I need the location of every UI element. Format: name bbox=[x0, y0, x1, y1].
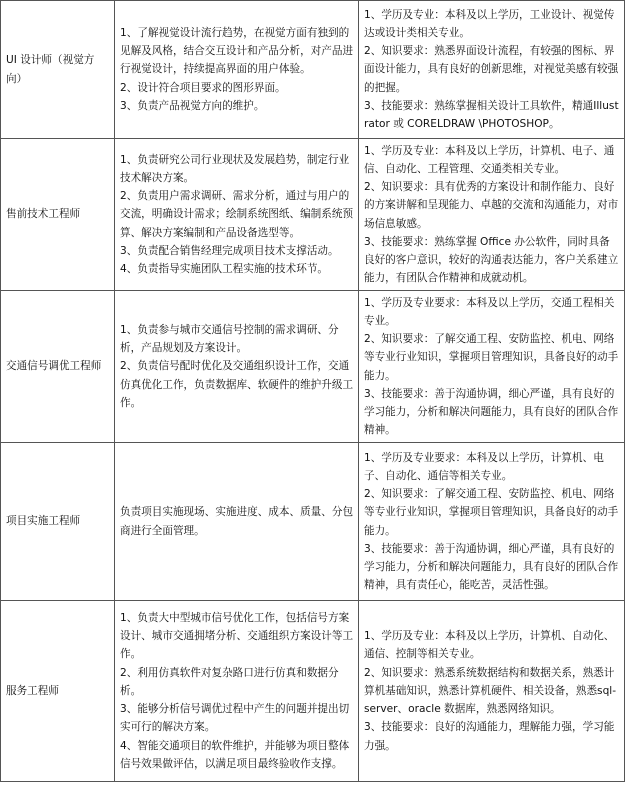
job-title: UI 设计师（视觉方向） bbox=[1, 1, 115, 139]
responsibilities-cell bbox=[115, 139, 359, 291]
job-title: 服务工程师 bbox=[1, 601, 115, 782]
responsibility-item: 4、负责指导实施团队工程实施的技术环节。 bbox=[120, 263, 329, 275]
requirement-item: 1、学历及专业：本科及以上学历，工业设计、视觉传达或设计类相关专业。 bbox=[364, 8, 615, 39]
job-title: 项目实施工程师 bbox=[1, 443, 115, 601]
requirement-item: 2、知识要求：了解交通工程、安防监控、机电、网络等专业行业知识，掌握项目管理知识，具备良好的动手能力。 bbox=[364, 333, 619, 382]
requirements-cell bbox=[359, 601, 625, 782]
requirement-item: 3、技能要求：良好的沟通能力，理解能力强，学习能力强。 bbox=[364, 721, 615, 752]
responsibilities-cell bbox=[115, 601, 359, 782]
requirement-item: 2、知识要求：熟悉系统数据结构和数据关系，熟悉计算机基础知识，熟悉计算机硬件、相关设备，熟悉sql-server、oracle 数据库，熟悉网络知识。 bbox=[364, 666, 617, 716]
requirements-cell bbox=[359, 443, 625, 601]
responsibility-item: 2、设计符合项目要求的图形界面。 bbox=[120, 81, 286, 94]
table-row bbox=[1, 139, 625, 291]
requirements-cell bbox=[359, 291, 625, 443]
responsibility-item: 4、智能交通项目的软件维护，并能够为项目整体信号效果做评估，以满足项目最终验收作支撑。 bbox=[120, 739, 350, 770]
requirement-item: 3、技能要求：熟练掌握相关设计工具软件，精通Illustrator 或 CORELDRAW \PHOTOSHOP。 bbox=[364, 99, 619, 130]
requirement-item: 3、技能要求：熟练掌握 Office 办公软件，同时具备良好的客户意识，较好的沟通表达能力，客户关系建立能力，有团队合作精神和成就动机。 bbox=[364, 235, 619, 285]
requirement-item: 2、知识要求：了解交通工程、安防监控、机电、网络等专业行业知识，掌握项目管理知识，具备良好的动手能力。 bbox=[364, 488, 619, 537]
requirement-item: 1、学历及专业：本科及以上学历，计算机、自动化、通信、控制等相关专业。 bbox=[364, 630, 615, 661]
requirement-item: 1、学历及专业要求：本科及以上学历，交通工程相关专业。 bbox=[364, 296, 615, 327]
requirement-item: 3、技能要求：善于沟通协调，细心严谨，具有良好的学习能力，分析和解决问题能力，具有良好的团队合作精神，具有责任心，能吃苦，灵活性强。 bbox=[364, 542, 619, 592]
responsibility-item: 2、负责信号配时优化及交通组织设计工作，交通仿真优化工作，负责数据库、软硬件的维护升级工作。 bbox=[120, 360, 354, 409]
responsibility-item: 3、负责配合销售经理完成项目技术支撑活动。 bbox=[120, 244, 339, 257]
responsibility-item: 1、负责大中型城市信号优化工作，包括信号方案设计、城市交通拥堵分析、交通组织方案设计等工作。 bbox=[120, 612, 354, 661]
responsibility-item: 2、利用仿真软件对复杂路口进行仿真和数据分析。 bbox=[120, 666, 339, 697]
requirement-item: 1、学历及专业要求：本科及以上学历，计算机、电子、自动化、通信等相关专业。 bbox=[364, 451, 604, 482]
responsibility-item: 负责项目实施现场、实施进度、成本、质量、分包商进行全面管理。 bbox=[120, 506, 354, 537]
responsibility-item: 2、负责用户需求调研、需求分析，通过与用户的交流，明确设计需求；绘制系统图纸、编制系统预算、解决方案编制和产品设备选型等。 bbox=[120, 190, 354, 239]
table-row bbox=[1, 443, 625, 601]
responsibility-item: 1、负责参与城市交通信号控制的需求调研、分析，产品规划及方案设计。 bbox=[120, 323, 339, 355]
responsibilities-cell bbox=[115, 1, 359, 139]
requirement-item: 3、技能要求：善于沟通协调，细心严谨，具有良好的学习能力，分析和解决问题能力，具有良好的团队合作精神。 bbox=[364, 387, 619, 437]
requirement-item: 1、学历及专业：本科及以上学历，计算机、电子、通信、自动化、工程管理、交通类相关专业。 bbox=[364, 144, 615, 175]
job-title: 交通信号调优工程师 bbox=[1, 291, 115, 443]
table-row bbox=[1, 291, 625, 443]
responsibility-item: 1、负责研究公司行业现状及发展趋势，制定行业技术解决方案。 bbox=[120, 153, 350, 184]
requirements-cell bbox=[359, 1, 625, 139]
responsibility-item: 3、负责产品视觉方向的维护。 bbox=[120, 99, 265, 112]
responsibilities-cell bbox=[115, 443, 359, 601]
responsibilities-cell bbox=[115, 291, 359, 443]
requirements-cell bbox=[359, 139, 625, 291]
requirement-item: 2、知识要求：熟悉界面设计流程，有较强的图标、界面设计能力，具有良好的创新思维，对视觉美感有较强的把握。 bbox=[364, 45, 619, 94]
job-title: 售前技术工程师 bbox=[1, 139, 115, 291]
table-row bbox=[1, 601, 625, 782]
table-row bbox=[1, 1, 625, 139]
responsibility-item: 3、能够分析信号调优过程中产生的问题并提出切实可行的解决方案。 bbox=[120, 703, 350, 734]
responsibility-item: 1、了解视觉设计流行趋势，在视觉方面有独到的见解及风格，结合交互设计和产品分析，对产品进行视觉设计，持续提高界面的用户体验。 bbox=[120, 26, 354, 76]
requirement-item: 2、知识要求：具有优秀的方案设计和制作能力、良好的方案讲解和呈现能力、卓越的交流和沟通能力，对市场信息敏感。 bbox=[364, 181, 619, 230]
